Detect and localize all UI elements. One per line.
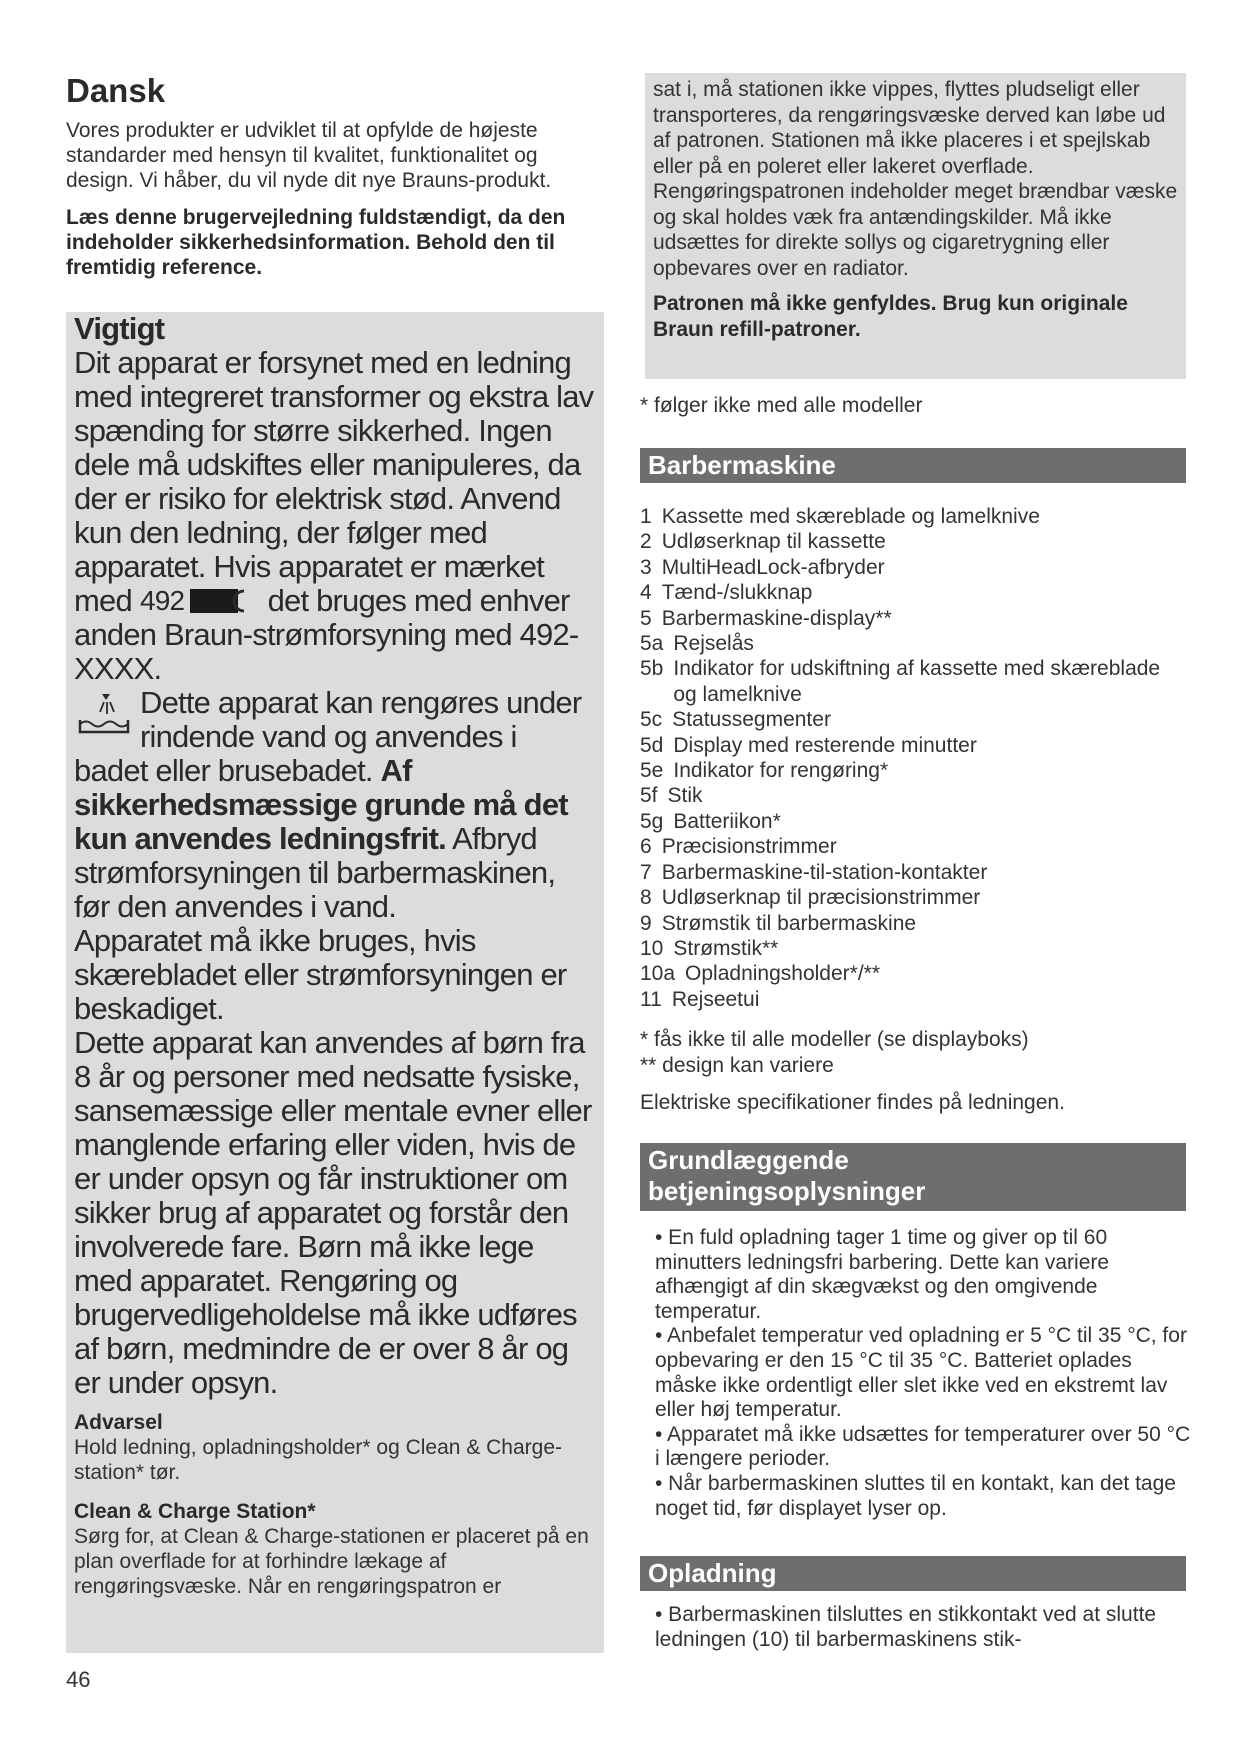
part-label: Opladningsholder*/**: [685, 962, 881, 986]
part-label: Rejselås: [673, 632, 754, 656]
footnote-availability: * fås ikke til alle modeller (se displayboks): [640, 1028, 1029, 1051]
mark-label: 492: [139, 585, 185, 615]
wash-text: Dette apparat kan rengøres under rindende vand og anvendes i: [140, 685, 582, 754]
part-label: Display med resterende minutter: [673, 733, 977, 757]
bullet-item: • Når barbermaskinen sluttes til en kontakt, kan det tage noget tid, før displayet lyser op.: [655, 1471, 1176, 1520]
page-number: 46: [66, 1667, 91, 1692]
station-text: Sørg for, at Clean & Charge-stationen er placeret på en plan overflade for at forhindre lækage af rengøringsvæske. Når en rengøringspatron er: [74, 1525, 589, 1598]
part-label: MultiHeadLock-afbryder: [661, 555, 885, 579]
part-item: [640, 961, 1186, 986]
part-item: [640, 733, 1186, 758]
basics-heading: [640, 1143, 1186, 1211]
shaver-heading: Barbermaskine: [640, 448, 1186, 483]
important-box: [66, 312, 604, 1653]
part-label: Indikator for rengøring*: [673, 759, 889, 783]
part-number: 5g: [640, 809, 664, 833]
intro-paragraph: Vores produkter er udviklet til at opfylde de højeste standarder med hensyn til kvalitet, funktionalitet og design. Vi håber, du vil nyde dit nye Brauns-produkt.: [66, 119, 552, 192]
part-item: [640, 860, 1186, 885]
basics-heading-line1: Grundlæggende: [648, 1145, 849, 1175]
continuation-text1: sat i, må stationen ikke vippes, flyttes pludseligt eller transporteres, da rengøringsvæske derved kan løbe ud af patronen. Stationen må ikke placeres i et spejlskab eller på en poleret eller lakeret overflade.: [653, 78, 1166, 178]
important-para3: Apparatet må ikke bruges, hvis skærebladet eller strømforsyningen er beskadiget.: [74, 923, 567, 1026]
part-label: Udløserknap til præcisionstrimmer: [661, 886, 981, 910]
continuation-text2: Rengøringspatronen indeholder meget brændbar væske og skal holdes væk fra antændingskilder. Må ikke udsættes for direkte sollys og cigaretrygning eller opbevares over en radiator.: [653, 180, 1178, 280]
part-item: [640, 936, 1186, 961]
important-para2: [74, 754, 596, 924]
continuation-bold: Patronen må ikke genfyldes. Brug kun originale Braun refill-patroner.: [653, 292, 1128, 341]
part-item: [640, 834, 1186, 859]
electrical-specs-note: Elektriske specifikationer findes på ledningen.: [640, 1091, 1065, 1114]
intro-bold-note: Læs denne brugervejledning fuldstændigt, da den indeholder sikkerhedsinformation. Behold den til fremtidig reference.: [66, 206, 566, 279]
footnote-design: ** design kan variere: [640, 1053, 834, 1077]
part-item: [640, 529, 1186, 554]
part-label: Indikator for udskiftning af kassette med skæreblade og lamelknive: [673, 657, 1161, 706]
part-number: 4: [640, 581, 652, 605]
part-item: [640, 911, 1186, 936]
part-label: Statussegmenter: [672, 708, 831, 732]
important-para1-cont: det bruges med enhver anden Braun-strømforsyning med 492-XXXX.: [74, 583, 579, 686]
shaver-footnotes: [640, 1027, 1186, 1078]
part-item: [640, 504, 1186, 529]
bullet-item: • Barbermaskinen tilsluttes en stikkontakt ved at slutte ledningen (10) til barbermaskinens stik-: [655, 1603, 1157, 1651]
part-label: Tænd-/slukknap: [661, 581, 813, 605]
important-para1-text: Dit apparat er forsynet med en ledning med integreret transformer og ekstra lav spænding for større sikkerhed. Ingen dele må udskiftes eller manipuleres, da der er risiko for elektrisk stød. Anvend kun den ledning, der følger med apparatet. Hvis apparatet er mærket med: [74, 345, 594, 618]
station-heading: Clean & Charge Station*: [74, 1500, 316, 1523]
bullet-item: • En fuld opladning tager 1 time og giver op til 60 minutters ledningsfri barbering. Dette kan variere afhængigt af din skægvækst og den omgivende temperatur.: [655, 1226, 1110, 1323]
bullet-item: • Anbefalet temperatur ved opladning er 5 °C til 35 °C, for opbevaring er den 15 °C til 35 °C. Batteriet oplades måske ikke ordentligt eller slet ikke ved en ekstremt lav eller høj temperatur.: [655, 1324, 1187, 1422]
footnote-models: * følger ikke med alle modeller: [640, 394, 923, 417]
part-label: Strømstik**: [673, 936, 779, 960]
part-number: 5a: [640, 632, 664, 656]
basics-heading-line2: betjeningsoplysninger: [648, 1176, 926, 1206]
part-label: Stik: [667, 784, 703, 808]
part-number: 5c: [640, 708, 663, 732]
part-label: Batteriikon*: [673, 809, 781, 833]
part-number: 5: [640, 606, 652, 630]
part-number: 5e: [640, 759, 664, 783]
part-number: 6: [640, 835, 652, 859]
part-number: 9: [640, 911, 652, 935]
warning-heading: Advarsel: [74, 1411, 163, 1434]
part-number: 11: [640, 987, 662, 1011]
intro-section: [66, 72, 606, 280]
part-label: Kassette med skæreblade og lamelknive: [661, 505, 1040, 528]
bullet-item: • Apparatet må ikke udsættes for temperaturer over 50 °C i længere perioder.: [655, 1422, 1191, 1471]
part-number: 1: [640, 505, 652, 528]
basics-bullets: [655, 1226, 1195, 1521]
part-number: 2: [640, 530, 652, 554]
part-label: Præcisionstrimmer: [661, 835, 837, 859]
part-number: 5b: [640, 657, 664, 681]
part-item: [640, 758, 1186, 783]
part-item: [640, 631, 1186, 656]
part-number: 10a: [640, 962, 676, 986]
para2-start: badet eller brusebadet.: [74, 753, 373, 788]
part-number: 10: [640, 936, 664, 960]
part-number: 3: [640, 555, 652, 579]
important-para4: Dette apparat kan anvendes af børn fra 8 år og personer med nedsatte fysiske, sansemæssige eller mentale evner eller manglende erfaring eller viden, hvis de er under opsyn og får instruktioner om sikker brug af apparatet og forstår den involverede fare. Børn må ikke lege med apparatet. Rengøring og brugervedligeholdelse må ikke udføres af børn, medmindre de er over 8 år og er under opsyn.: [74, 1025, 592, 1400]
part-label: Rejseetui: [671, 987, 760, 1011]
part-item: [640, 656, 1186, 707]
part-item: [640, 580, 1186, 605]
part-item: [640, 606, 1186, 631]
part-label: Barbermaskine-display**: [661, 606, 892, 630]
charging-bullets: [655, 1603, 1195, 1652]
part-item: [640, 707, 1186, 732]
part-number: 5d: [640, 733, 664, 757]
important-heading: Vigtigt: [74, 312, 165, 346]
charging-heading: Opladning: [640, 1556, 1186, 1591]
part-item: [640, 885, 1186, 910]
parts-list: [640, 504, 1186, 1012]
para2-bold: Af sikkerhedsmæssige grunde må det kun anvendes ledningsfrit.: [74, 753, 568, 856]
part-label: Barbermaskine-til-station-kontakter: [661, 860, 988, 884]
part-item: [640, 987, 1186, 1012]
wash-row: [74, 686, 596, 754]
continuation-box: [645, 73, 1186, 379]
part-number: 8: [640, 886, 652, 910]
part-number: 7: [640, 860, 652, 884]
part-item: [640, 809, 1186, 834]
part-label: Udløserknap til kassette: [661, 530, 886, 554]
part-item: [640, 555, 1186, 580]
power-supply-mark-icon: [140, 585, 260, 615]
para2-end: Afbryd strømforsyningen til barbermaskinen, før den anvendes i vand.: [74, 821, 556, 924]
part-number: 5f: [640, 784, 658, 808]
part-label: Strømstik til barbermaskine: [661, 911, 917, 935]
page-title: Dansk: [66, 72, 166, 109]
important-para1: [74, 346, 596, 686]
part-item: [640, 783, 1186, 808]
warning-text: Hold ledning, opladningsholder* og Clean & Charge-station* tør.: [74, 1436, 562, 1484]
water-wash-icon: [74, 688, 140, 745]
